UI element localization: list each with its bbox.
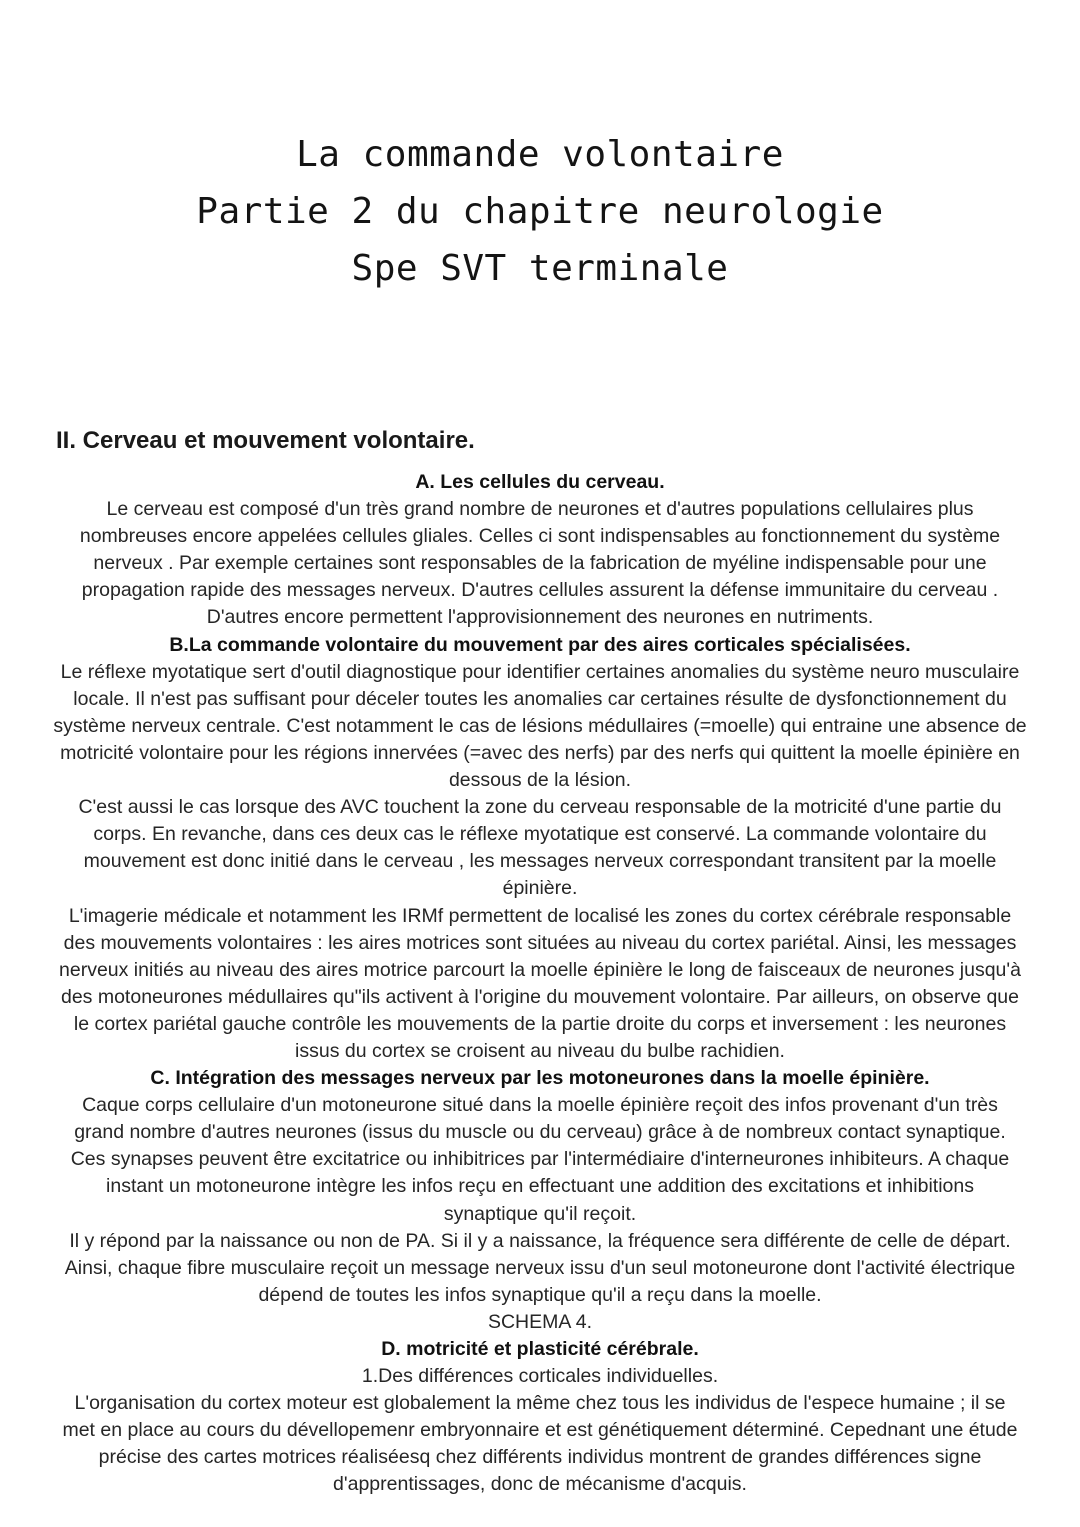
- text-line: motricité volontaire pour les régions innervées (=avec des nerfs) par des nerfs qui quittent la moelle épinière en: [60, 741, 1020, 764]
- text-line: issus du cortex se croisent au niveau du bulbe rachidien.: [295, 1039, 785, 1062]
- text-line: SCHEMA 4.: [487, 1310, 593, 1333]
- text-line: Le réflexe myotatique sert d'outil diagnostique pour identifier certaines anomalies du système neuro musculaire: [60, 660, 1020, 683]
- text-line: synaptique qu'il reçoit.: [443, 1202, 637, 1225]
- text-line: locale. Il n'est pas suffisant pour déceler toutes les anomalies car certaines résulte de dysfonctionnement du: [73, 687, 1007, 710]
- text-line: nerveux initiés au niveau des aires motrice parcourt la moelle épinière le long de faisceaux de neurones jusqu'à: [59, 958, 1021, 981]
- text-line: met en place au cours du dévellopemenr embryonnaire et est génétiquement déterminé. Cepednant une étude: [62, 1419, 1018, 1442]
- text-line: L'imagerie médicale et notamment les IRMf permettent de localisé les zones du cortex cérébrale responsable: [68, 904, 1012, 927]
- text-line: nerveux . Par exemple certaines sont responsables de la fabrication de myéline indispensable pour une: [93, 552, 987, 575]
- section-heading: II. Cerveau et mouvement volontaire.: [56, 427, 475, 454]
- text-line: corps. En revanche, dans ces deux cas le réflexe myotatique est conservé. La commande volontaire du: [93, 823, 987, 846]
- text-line: nombreuses encore appelées cellules gliales. Celles ci sont indispensables au fonctionnement du système: [79, 525, 1001, 548]
- text-line: des motoneurones médullaires qu"ils activent à l'origine du mouvement volontaire. Par ailleurs, on observe que: [60, 985, 1019, 1008]
- subsection-heading: B.La commande volontaire du mouvement par des aires corticales spécialisées.: [169, 633, 911, 656]
- text-line: propagation rapide des messages nerveux. D'autres cellules assurent la défense immunitaire du cerveau .: [81, 579, 999, 602]
- title-line-2: Partie 2 du chapitre neurologie: [196, 191, 884, 232]
- text-line: C'est aussi le cas lorsque des AVC touchent la zone du cerveau responsable de la motricité d'une partie du: [78, 796, 1002, 819]
- text-line: grand nombre d'autres neurones (issus du muscle ou du cerveau) grâce à de nombreux contact synaptique.: [74, 1121, 1006, 1144]
- text-line: L'organisation du cortex moteur est globalement la même chez tous les individus de l'espece humaine ; il se: [74, 1392, 1006, 1415]
- text-line: des mouvements volontaires : les aires motrices sont situées au niveau du cortex pariétal. Ainsi, les messages: [63, 931, 1017, 954]
- text-line: système nerveux centrale. C'est notamment le cas de lésions médullaires (=moelle) qui entraine une absence de: [53, 714, 1027, 737]
- text-line: mouvement est donc initié dans le cerveau , les messages nerveux correspondant transitent par la moelle: [83, 850, 997, 873]
- text-line: épinière.: [502, 877, 578, 900]
- text-line: d'apprentissages, donc de mécanisme d'acquis.: [333, 1473, 747, 1496]
- text-line: Caque corps cellulaire d'un motoneurone situé dans la moelle épinière reçoit des infos provenant d'un très: [82, 1094, 998, 1117]
- text-line: Ces synapses peuvent être excitatrice ou inhibitrices par l'intermédiaire d'interneurones inhibiteurs. A chaque: [70, 1148, 1010, 1171]
- text-line: Ainsi, chaque fibre musculaire reçoit un message nerveux issu d'un seul motoneurone dont l'activité électrique: [64, 1256, 1016, 1279]
- text-line: dépend de toutes les infos synaptique qu'il a reçu dans la moelle.: [258, 1283, 822, 1306]
- body-text: [18, 469, 1062, 1499]
- text-line: précise des cartes motrices réaliséesq chez différents individus montrent de grandes différences signe: [98, 1446, 982, 1469]
- text-line: instant un motoneurone intègre les infos reçu en effectuant une addition des excitations et inhibitions: [106, 1175, 974, 1198]
- subsection-heading: D. motricité et plasticité cérébrale.: [381, 1338, 699, 1360]
- text-line: Le cerveau est composé d'un très grand nombre de neurones et d'autres populations cellulaires plus: [106, 498, 974, 521]
- document-title: [0, 126, 1080, 297]
- subsection-heading: C. Intégration des messages nerveux par les motoneurones dans la moelle épinière.: [150, 1067, 930, 1090]
- subsection-heading: A. Les cellules du cerveau.: [415, 471, 665, 493]
- text-line: le cortex pariétal gauche contrôle les mouvements de la partie droite du corps et inversement : les neurones: [73, 1012, 1007, 1035]
- text-line: 1.Des différences corticales individuelles.: [361, 1365, 719, 1388]
- title-line-3: Spe SVT terminale: [351, 248, 729, 289]
- text-line: D'autres encore permettent l'approvisionnement des neurones en nutriments.: [206, 606, 874, 629]
- title-line-1: La commande volontaire: [296, 134, 784, 175]
- text-line: Il y répond par la naissance ou non de PA. Si il y a naissance, la fréquence sera différente de celle de départ.: [69, 1229, 1011, 1252]
- text-line: dessous de la lésion.: [448, 769, 632, 792]
